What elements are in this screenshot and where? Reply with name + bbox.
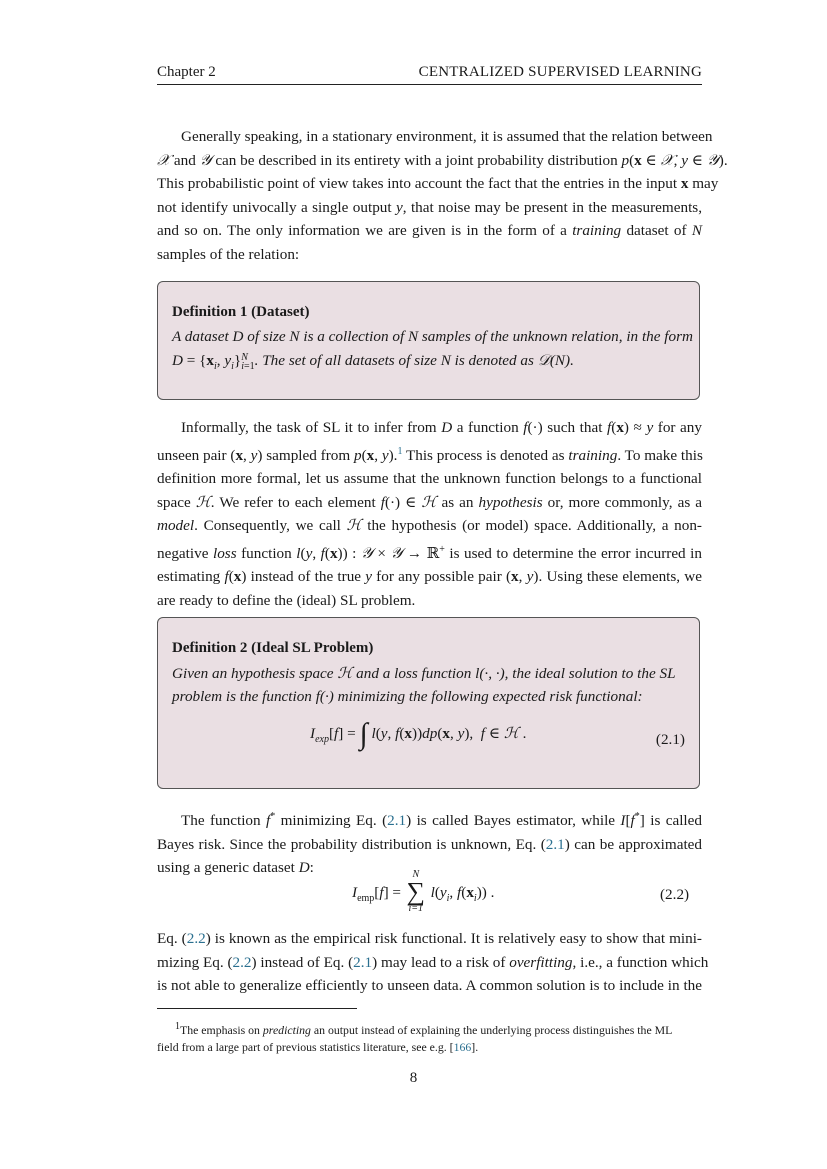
paragraph-2 (157, 416, 702, 612)
footnote-ref[interactable]: 1 (397, 445, 403, 457)
paragraph-1 (157, 125, 728, 266)
p2-line-7: estimating f(x) instead of the true y for any possible pair (x, y). Using these elements, we (157, 568, 702, 586)
p2-line-8: are ready to define the (ideal) SL problem. (157, 591, 416, 609)
p4-line-2: mizing Eq. (2.2) instead of Eq. (2.1) may lead to a risk of overfitting, i.e., a function which (157, 953, 709, 971)
definition-1-line-1: A dataset D of size N is a collection of N samples of the unknown relation, in the form (172, 328, 693, 345)
equation-number-2-1: (2.1) (655, 731, 685, 748)
p2-line-5: model. Consequently, we call ℋ the hypothesis (or model) space. Additionally, a non- (157, 517, 702, 535)
p3-line-3: using a generic dataset D: (157, 859, 314, 877)
p2-line-3: definition more formal, let us assume that the unknown function belongs to a functional (157, 470, 702, 488)
p2-line-6: negative loss function l(y, f(x)) : 𝒴 × 𝒴 → ℝ+ is used to determine the error incurred in (157, 543, 702, 562)
definition-2-title: Definition 2 (Ideal SL Problem) (172, 640, 374, 656)
expected-risk-equation: $I_{exp}[f]$ = ∫ l(y, f(x))dp(x, y), f ∈ ℋ . (310, 717, 527, 751)
page-number: 8 (409, 1070, 418, 1086)
p2-line-1: Informally, the task of SL it to infer from D a function f(·) such that f(x) ≈ y for any (181, 419, 702, 436)
p4-line-1: Eq. (2.2) is known as the empirical risk functional. It is relatively easy to show that mini- (157, 930, 702, 947)
equation-number-2-2: (2.2) (660, 886, 690, 903)
p1-line-4: not identify univocally a single output y, that noise may be present in the measurements, (157, 198, 702, 216)
p3-line-2: Bayes risk. Since the probability distribution is unknown, Eq. (2.1) can be approximated (157, 835, 703, 853)
empirical-risk-equation: $I_{emp}[f]$ = N ∑ i=1 $l(y_i$, $f(x_i)$) . (352, 869, 495, 914)
p1-line-2: 𝒳 and 𝒴 can be described in its entirety with a joint probability distribution p(x ∈ 𝒳, y ∈ 𝒴). (157, 151, 728, 169)
definition-2-line-1: Given an hypothesis space ℋ and a loss function l(·, ·), the ideal solution to the SL (172, 665, 676, 682)
definition-2-line-2: problem is the function f(·) minimizing the following expected risk functional: (172, 688, 643, 705)
p1-line-3: This probabilistic point of view takes into account the fact that the entries in the input x may (157, 175, 719, 192)
paragraph-4 (157, 927, 709, 998)
footnote-rule (157, 1008, 357, 1009)
definition-1-line-2: $D = \{x_i$, $y_i\}N$ i=1. The set of all datasets of size N is denoted as 𝒟(N). (172, 351, 574, 373)
p1-line-1: Generally speaking, in a stationary environment, it is assumed that the relation between (181, 128, 713, 145)
chapter-label: Chapter 2 (157, 64, 216, 80)
definition-1-box (157, 281, 700, 400)
eq-ref-2-1[interactable]: 2.1 (353, 953, 373, 971)
p2-line-4: space ℋ. We refer to each element f(·) ∈ ℋ as an hypothesis or, more commonly, as a (157, 493, 702, 511)
paragraph-3 (157, 805, 702, 880)
eq-ref-2-1[interactable]: 2.1 (387, 812, 407, 830)
definition-1-title: Definition 1 (Dataset) (172, 304, 310, 320)
definition-2-box (157, 617, 700, 789)
footnote-line-2: field from a large part of previous statistics literature, see e.g. [166]. (157, 1039, 479, 1054)
footnote (157, 1018, 702, 1056)
p3-line-1: The function f* minimizing Eq. (2.1) is called Bayes estimator, while I[f*] is called (181, 811, 702, 830)
p1-line-6: samples of the relation: (157, 245, 300, 263)
footnote-line-1: $^1$The emphasis on predicting an output instead of explaining the underlying process distinguishes the ML (175, 1021, 673, 1037)
running-header (157, 62, 702, 85)
p4-line-3: is not able to generalize efficiently to unseen data. A common solution is to include in the (157, 977, 702, 994)
chapter-title: CENTRALIZED SUPERVISED LEARNING (418, 64, 702, 80)
eq-ref-2-1[interactable]: 2.1 (545, 835, 565, 853)
eq-ref-2-2[interactable]: 2.2 (232, 953, 252, 971)
p2-line-2: unseen pair (x, y) sampled from p(x, y).$^1$ This process is denoted as training. To make this (157, 445, 703, 464)
eq-ref-2-2[interactable]: 2.2 (186, 930, 206, 947)
p1-line-5: and so on. The only information we are given is in the form of a training dataset of N (157, 222, 702, 239)
citation-link[interactable]: 166 (453, 1039, 472, 1054)
